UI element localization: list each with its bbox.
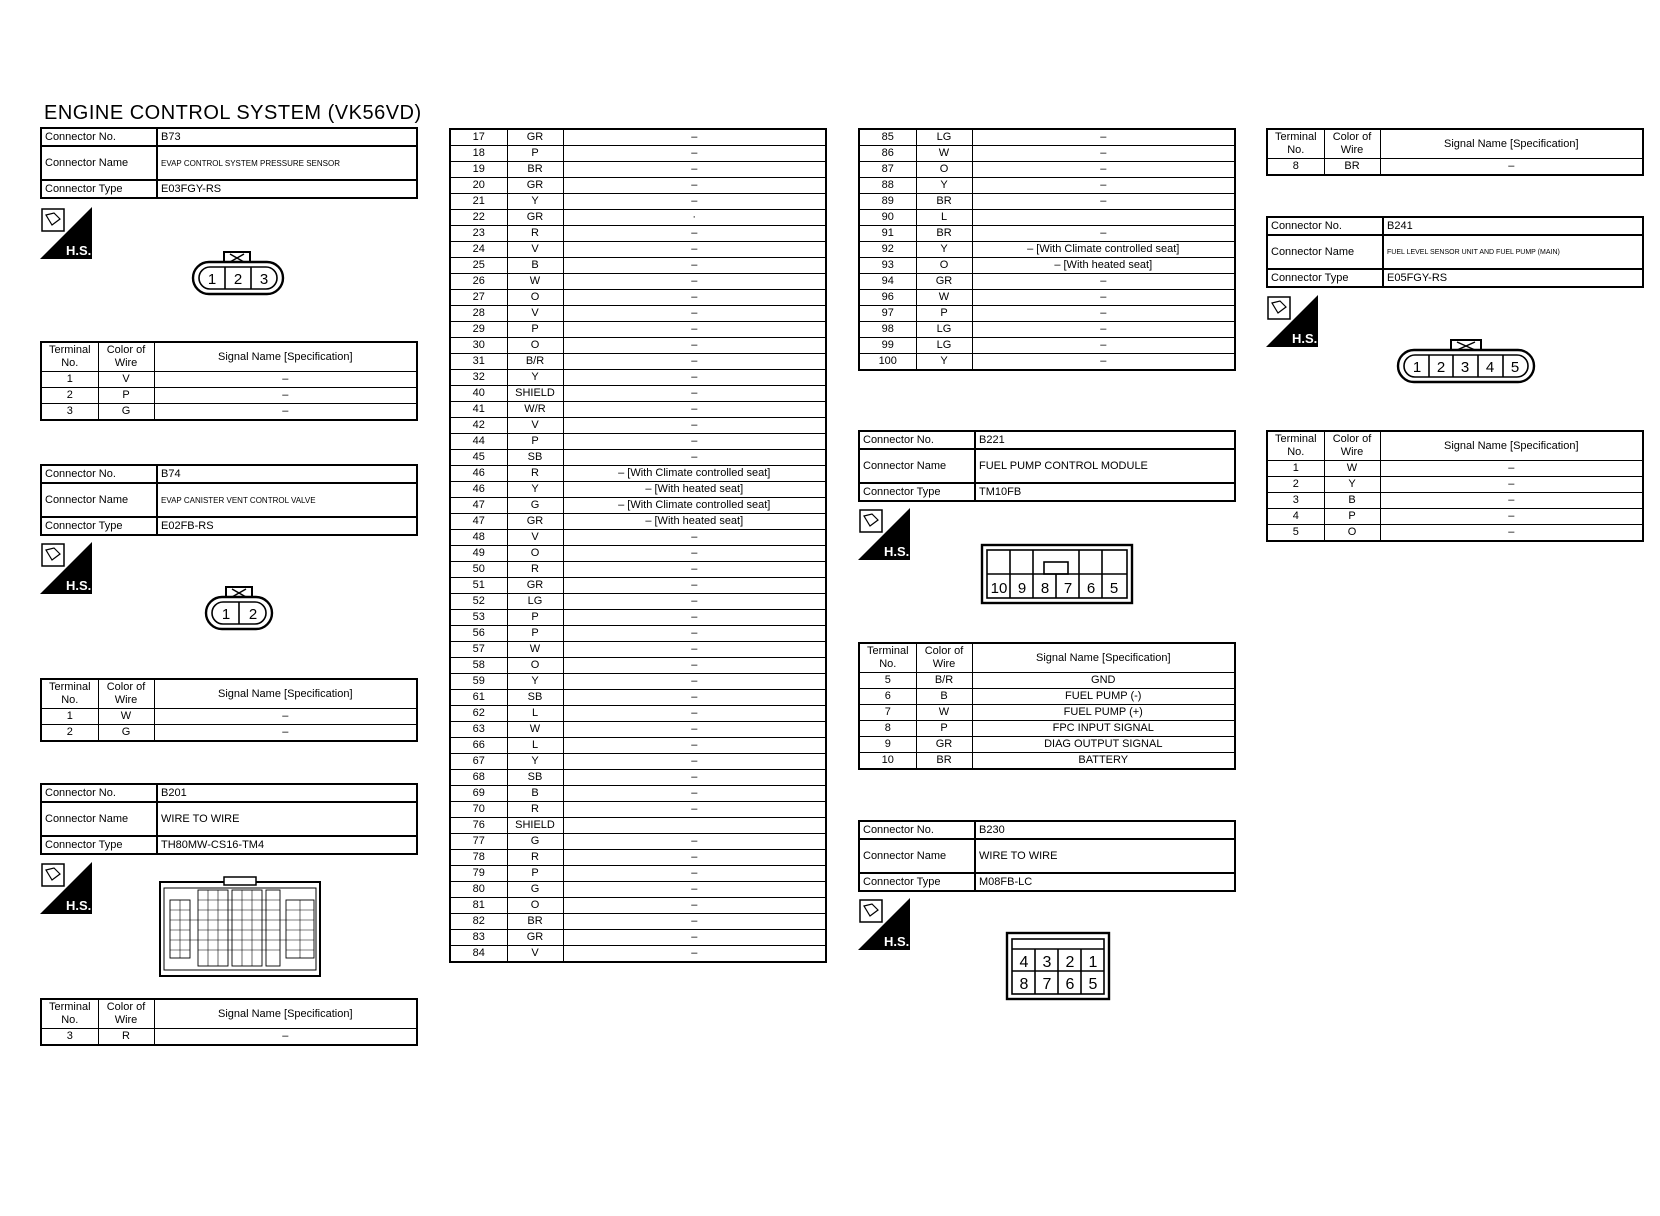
- table-row: 98 LG –: [859, 322, 1235, 338]
- table-row: 2 P –: [41, 388, 417, 404]
- connector-name-value: FUEL PUMP CONTROL MODULE: [975, 449, 1235, 483]
- table-row: 3 R –: [41, 1029, 417, 1046]
- connector-b221-diagram: [980, 543, 1134, 605]
- table-row: 23 R –: [450, 226, 826, 242]
- table-row: 57 W –: [450, 642, 826, 658]
- table-row: 66 L –: [450, 738, 826, 754]
- pin-label: 6: [1086, 580, 1096, 597]
- table-row: 7 W FUEL PUMP (+): [859, 705, 1235, 721]
- pin-label: 1: [1088, 954, 1098, 971]
- terminal-table-b201-continued: [449, 128, 827, 963]
- table-row: 28 V –: [450, 306, 826, 322]
- connector-no-value: B201: [157, 784, 417, 802]
- pin-label: 8: [1040, 580, 1050, 597]
- table-row: 59 Y –: [450, 674, 826, 690]
- table-row: 24 V –: [450, 242, 826, 258]
- label-connector-type: Connector Type: [1267, 269, 1383, 287]
- table-row: 63 W –: [450, 722, 826, 738]
- connector-type-value: E03FGY-RS: [157, 180, 417, 198]
- table-row: 61 SB –: [450, 690, 826, 706]
- table-row: 89 BR –: [859, 194, 1235, 210]
- label-connector-no: Connector No.: [1267, 217, 1383, 235]
- connector-name-value: EVAP CONTROL SYSTEM PRESSURE SENSOR: [157, 146, 417, 180]
- svg-text:H.S.: H.S.: [66, 898, 92, 913]
- connector-no-value: B230: [975, 821, 1235, 839]
- table-row: 48 V –: [450, 530, 826, 546]
- harness-side-icon: [40, 862, 92, 914]
- table-row: 8 BR –: [1267, 159, 1643, 176]
- terminal-table-b221: [858, 642, 1236, 770]
- table-row: 20 GR –: [450, 178, 826, 194]
- table-row: 47 G – [With Climate controlled seat]: [450, 498, 826, 514]
- table-row: 32 Y –: [450, 370, 826, 386]
- table-row: 9 GR DIAG OUTPUT SIGNAL: [859, 737, 1235, 753]
- table-row: 3 B –: [1267, 493, 1643, 509]
- terminal-table-b201-continued-2: [858, 128, 1236, 371]
- header-color: Color of Wire: [98, 999, 154, 1029]
- table-row: 46 R – [With Climate controlled seat]: [450, 466, 826, 482]
- table-row: 69 B –: [450, 786, 826, 802]
- table-row: 81 O –: [450, 898, 826, 914]
- table-row: 88 Y –: [859, 178, 1235, 194]
- table-row: 51 GR –: [450, 578, 826, 594]
- pin-label: 3: [1042, 954, 1052, 971]
- label-connector-no: Connector No.: [41, 784, 157, 802]
- label-connector-type: Connector Type: [41, 517, 157, 535]
- pin-label: 7: [1063, 580, 1073, 597]
- connector-no-value: B241: [1383, 217, 1643, 235]
- header-signal: Signal Name [Specification]: [1380, 129, 1643, 159]
- label-connector-name: Connector Name: [41, 802, 157, 836]
- table-row: 2 G –: [41, 725, 417, 742]
- pin-label: 5: [1088, 976, 1098, 993]
- table-row: 22 GR ·: [450, 210, 826, 226]
- header-signal: Signal Name [Specification]: [972, 643, 1235, 673]
- harness-side-icon: [858, 508, 910, 560]
- pin-label: 10: [990, 580, 1008, 597]
- table-row: 80 G –: [450, 882, 826, 898]
- label-connector-type: Connector Type: [41, 836, 157, 854]
- table-row: 49 O –: [450, 546, 826, 562]
- table-row: 2 Y –: [1267, 477, 1643, 493]
- label-connector-no: Connector No.: [41, 465, 157, 483]
- pin-label: 6: [1065, 976, 1075, 993]
- label-connector-no: Connector No.: [859, 431, 975, 449]
- connector-no-value: B221: [975, 431, 1235, 449]
- table-row: 62 L –: [450, 706, 826, 722]
- table-row: 6 B FUEL PUMP (-): [859, 689, 1235, 705]
- table-row: 77 G –: [450, 834, 826, 850]
- connector-b230-diagram: [1005, 931, 1111, 1001]
- table-row: 96 W –: [859, 290, 1235, 306]
- header-terminal: Terminal No.: [859, 643, 916, 673]
- table-row: 58 O –: [450, 658, 826, 674]
- table-row: 92 Y – [With Climate controlled seat]: [859, 242, 1235, 258]
- table-row: 27 O –: [450, 290, 826, 306]
- table-row: 67 Y –: [450, 754, 826, 770]
- harness-side-icon: [858, 898, 910, 950]
- table-row: 86 W –: [859, 146, 1235, 162]
- label-connector-name: Connector Name: [41, 483, 157, 517]
- pin-label: 7: [1042, 976, 1052, 993]
- connector-type-value: TH80MW-CS16-TM4: [157, 836, 417, 854]
- pin-label: 4: [1019, 954, 1029, 971]
- header-terminal: Terminal No.: [41, 679, 98, 709]
- table-row: 83 GR –: [450, 930, 826, 946]
- header-color: Color of Wire: [916, 643, 972, 673]
- pin-label: 8: [1019, 976, 1029, 993]
- table-row: 99 LG –: [859, 338, 1235, 354]
- connector-type-value: E02FB-RS: [157, 517, 417, 535]
- terminal-table-b73: [40, 341, 418, 421]
- table-row: 100 Y –: [859, 354, 1235, 371]
- table-row: 90 L: [859, 210, 1235, 226]
- connector-name-value: EVAP CANISTER VENT CONTROL VALVE: [157, 483, 417, 517]
- table-row: 85 LG –: [859, 129, 1235, 146]
- label-connector-no: Connector No.: [859, 821, 975, 839]
- table-row: 53 P –: [450, 610, 826, 626]
- connector-info-b241: [1266, 216, 1644, 288]
- terminal-table-b230: [1266, 128, 1644, 176]
- table-row: 82 BR –: [450, 914, 826, 930]
- header-terminal: Terminal No.: [41, 999, 98, 1029]
- table-row: 4 P –: [1267, 509, 1643, 525]
- table-row: 76 SHIELD: [450, 818, 826, 834]
- svg-text:H.S.: H.S.: [66, 578, 92, 593]
- connector-b241-diagram: [1395, 338, 1537, 386]
- pin-label: 2: [1436, 359, 1446, 376]
- table-row: 45 SB –: [450, 450, 826, 466]
- table-row: 84 V –: [450, 946, 826, 963]
- table-row: 56 P –: [450, 626, 826, 642]
- header-color: Color of Wire: [98, 679, 154, 709]
- pin-label: 4: [1485, 359, 1495, 376]
- header-terminal: Terminal No.: [1267, 129, 1324, 159]
- table-row: 78 R –: [450, 850, 826, 866]
- header-signal: Signal Name [Specification]: [154, 999, 417, 1029]
- connector-type-value: E05FGY-RS: [1383, 269, 1643, 287]
- header-terminal: Terminal No.: [41, 342, 98, 372]
- label-connector-no: Connector No.: [41, 128, 157, 146]
- table-row: 46 Y – [With heated seat]: [450, 482, 826, 498]
- label-connector-type: Connector Type: [859, 483, 975, 501]
- pin-label: 2: [248, 606, 258, 623]
- hs-label: H.S.: [66, 243, 92, 258]
- table-row: 30 O –: [450, 338, 826, 354]
- header-color: Color of Wire: [1324, 431, 1380, 461]
- table-row: 1 W –: [41, 709, 417, 725]
- connector-b74-diagram: [203, 585, 275, 633]
- table-row: 1 W –: [1267, 461, 1643, 477]
- table-row: 1 V –: [41, 372, 417, 388]
- table-row: 5 B/R GND: [859, 673, 1235, 689]
- svg-text:H.S.: H.S.: [1292, 331, 1318, 346]
- table-row: 47 GR – [With heated seat]: [450, 514, 826, 530]
- pin-label: 1: [1412, 359, 1422, 376]
- harness-side-icon: [40, 207, 92, 259]
- table-row: 42 V –: [450, 418, 826, 434]
- table-row: 26 W –: [450, 274, 826, 290]
- label-connector-type: Connector Type: [41, 180, 157, 198]
- pin-label: 3: [1460, 359, 1470, 376]
- table-row: 19 BR –: [450, 162, 826, 178]
- table-row: 29 P –: [450, 322, 826, 338]
- table-row: 40 SHIELD –: [450, 386, 826, 402]
- header-terminal: Terminal No.: [1267, 431, 1324, 461]
- header-signal: Signal Name [Specification]: [154, 342, 417, 372]
- page-title: ENGINE CONTROL SYSTEM (VK56VD): [44, 102, 422, 124]
- terminal-table-b241: [1266, 430, 1644, 542]
- label-connector-name: Connector Name: [859, 839, 975, 873]
- connector-b73-diagram: [190, 250, 286, 298]
- harness-side-icon: [40, 542, 92, 594]
- label-connector-name: Connector Name: [41, 146, 157, 180]
- pin-label: 1: [221, 606, 231, 623]
- header-color: Color of Wire: [98, 342, 154, 372]
- connector-no-value: B74: [157, 465, 417, 483]
- table-row: 79 P –: [450, 866, 826, 882]
- connector-type-value: TM10FB: [975, 483, 1235, 501]
- table-row: 94 GR –: [859, 274, 1235, 290]
- connector-name-value: WIRE TO WIRE: [157, 802, 417, 836]
- pin-label: 9: [1017, 580, 1027, 597]
- connector-info-b201: [40, 783, 418, 855]
- terminal-table-b74: [40, 678, 418, 742]
- pin-label: 5: [1510, 359, 1520, 376]
- pin-label: 2: [1065, 954, 1075, 971]
- svg-text:H.S.: H.S.: [884, 544, 910, 559]
- table-row: 18 P –: [450, 146, 826, 162]
- svg-text:H.S.: H.S.: [884, 934, 910, 949]
- table-row: 5 O –: [1267, 525, 1643, 542]
- pin-label: 2: [233, 271, 243, 288]
- pin-label: 5: [1109, 580, 1119, 597]
- header-color: Color of Wire: [1324, 129, 1380, 159]
- terminal-table-b201: [40, 998, 418, 1046]
- table-row: 3 G –: [41, 404, 417, 421]
- label-connector-type: Connector Type: [859, 873, 975, 891]
- table-row: 25 B –: [450, 258, 826, 274]
- table-row: 21 Y –: [450, 194, 826, 210]
- table-row: 68 SB –: [450, 770, 826, 786]
- table-row: 41 W/R –: [450, 402, 826, 418]
- table-row: 93 O – [With heated seat]: [859, 258, 1235, 274]
- table-row: 97 P –: [859, 306, 1235, 322]
- label-connector-name: Connector Name: [1267, 235, 1383, 269]
- connector-info-b73: [40, 127, 418, 199]
- connector-name-value: WIRE TO WIRE: [975, 839, 1235, 873]
- pin-label: 1: [207, 271, 217, 288]
- header-signal: Signal Name [Specification]: [1380, 431, 1643, 461]
- table-row: 50 R –: [450, 562, 826, 578]
- table-row: 8 P FPC INPUT SIGNAL: [859, 721, 1235, 737]
- table-row: 52 LG –: [450, 594, 826, 610]
- header-signal: Signal Name [Specification]: [154, 679, 417, 709]
- connector-info-b230: [858, 820, 1236, 892]
- table-row: 17 GR –: [450, 129, 826, 146]
- connector-name-value: FUEL LEVEL SENSOR UNIT AND FUEL PUMP (MAIN): [1383, 235, 1643, 269]
- connector-b201-diagram: [158, 876, 322, 978]
- connector-no-value: B73: [157, 128, 417, 146]
- connector-info-b221: [858, 430, 1236, 502]
- table-row: 91 BR –: [859, 226, 1235, 242]
- table-row: 44 P –: [450, 434, 826, 450]
- harness-side-icon: [1266, 295, 1318, 347]
- pin-label: 3: [259, 271, 269, 288]
- table-row: 87 O –: [859, 162, 1235, 178]
- label-connector-name: Connector Name: [859, 449, 975, 483]
- table-row: 31 B/R –: [450, 354, 826, 370]
- connector-type-value: M08FB-LC: [975, 873, 1235, 891]
- table-row: 70 R –: [450, 802, 826, 818]
- table-row: 10 BR BATTERY: [859, 753, 1235, 770]
- connector-info-b74: [40, 464, 418, 536]
